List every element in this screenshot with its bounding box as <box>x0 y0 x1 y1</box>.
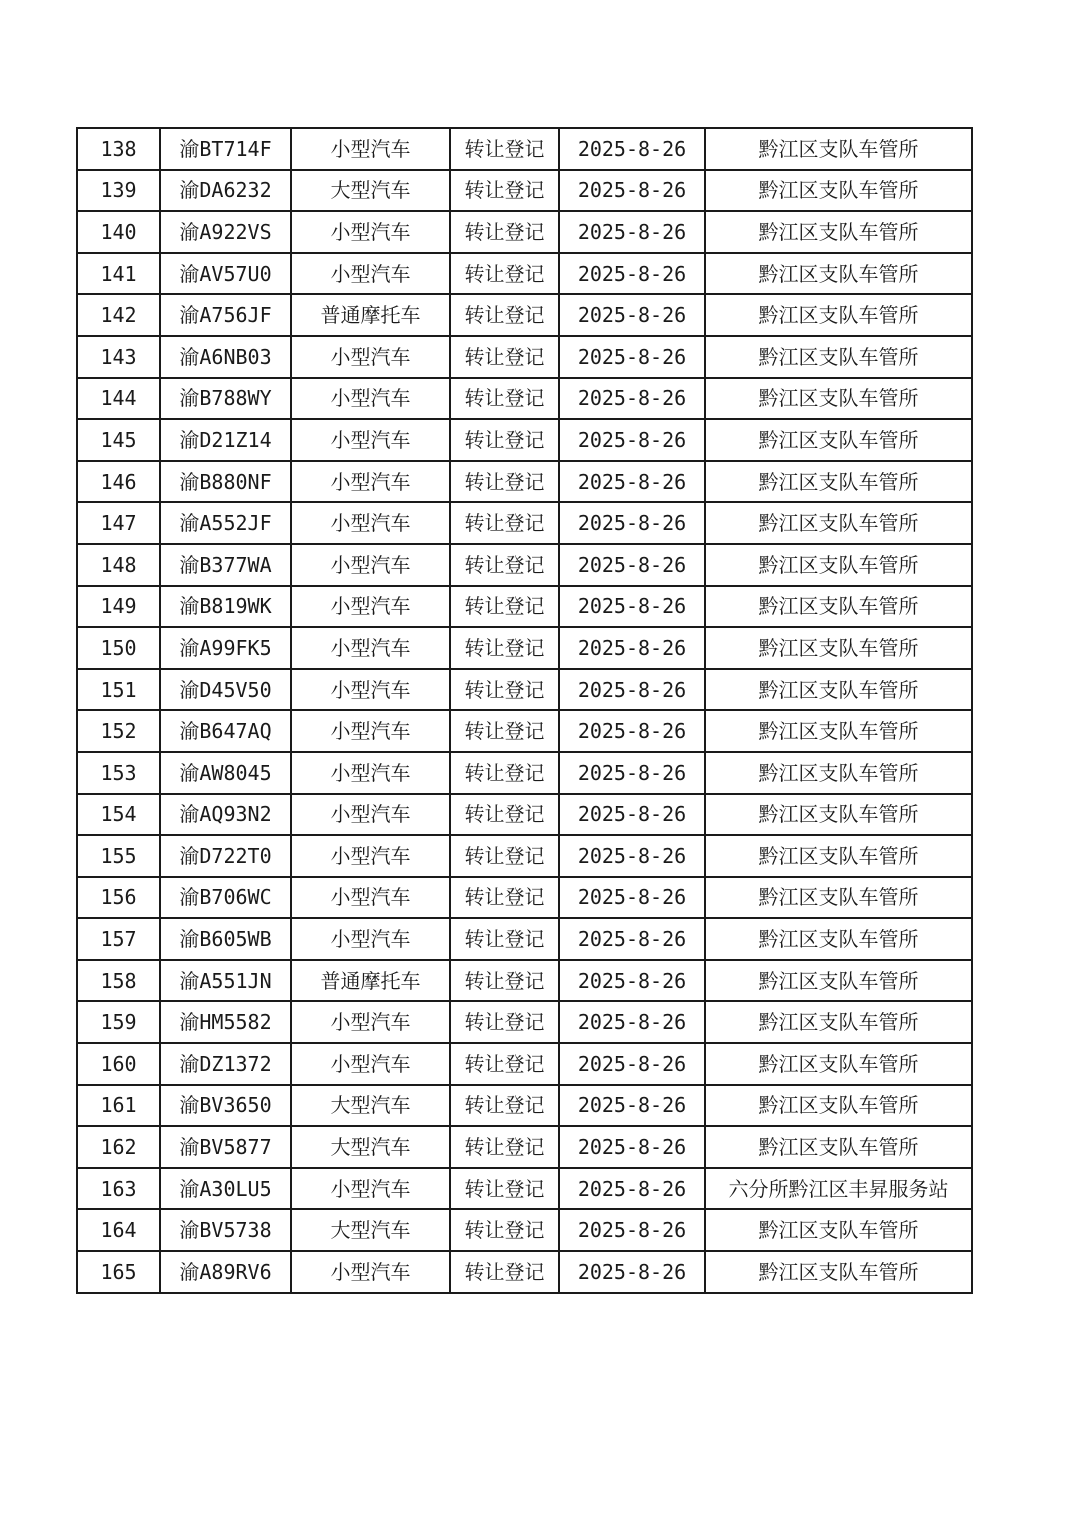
date-cell: 2025-8-26 <box>559 1209 705 1251</box>
date-cell: 2025-8-26 <box>559 128 705 170</box>
business-type-cell: 转让登记 <box>450 1209 559 1251</box>
vehicle-type-cell: 小型汽车 <box>291 877 450 919</box>
seq-cell: 142 <box>77 294 160 336</box>
date-cell: 2025-8-26 <box>559 1126 705 1168</box>
business-type-cell: 转让登记 <box>450 502 559 544</box>
date-cell: 2025-8-26 <box>559 794 705 836</box>
office-cell: 黔江区支队车管所 <box>705 835 972 877</box>
table-row <box>77 752 972 794</box>
plate-cell: 渝DZ1372 <box>160 1043 291 1085</box>
date-cell: 2025-8-26 <box>559 1085 705 1127</box>
seq-cell: 146 <box>77 461 160 503</box>
table-row <box>77 918 972 960</box>
plate-cell: 渝A922VS <box>160 211 291 253</box>
plate-cell: 渝A89RV6 <box>160 1251 291 1293</box>
table-body <box>77 128 972 1293</box>
seq-cell: 152 <box>77 710 160 752</box>
plate-cell: 渝DA6232 <box>160 170 291 212</box>
business-type-cell: 转让登记 <box>450 960 559 1002</box>
table-row <box>77 710 972 752</box>
seq-cell: 143 <box>77 336 160 378</box>
seq-cell: 154 <box>77 794 160 836</box>
vehicle-type-cell: 小型汽车 <box>291 669 450 711</box>
office-cell: 黔江区支队车管所 <box>705 1085 972 1127</box>
office-cell: 黔江区支队车管所 <box>705 1043 972 1085</box>
seq-cell: 162 <box>77 1126 160 1168</box>
vehicle-type-cell: 小型汽车 <box>291 128 450 170</box>
seq-cell: 159 <box>77 1001 160 1043</box>
vehicle-type-cell: 小型汽车 <box>291 835 450 877</box>
seq-cell: 158 <box>77 960 160 1002</box>
plate-cell: 渝B706WC <box>160 877 291 919</box>
vehicle-type-cell: 大型汽车 <box>291 170 450 212</box>
seq-cell: 163 <box>77 1168 160 1210</box>
business-type-cell: 转让登记 <box>450 253 559 295</box>
table-row <box>77 419 972 461</box>
seq-cell: 141 <box>77 253 160 295</box>
office-cell: 黔江区支队车管所 <box>705 794 972 836</box>
seq-cell: 145 <box>77 419 160 461</box>
seq-cell: 139 <box>77 170 160 212</box>
table-row <box>77 544 972 586</box>
date-cell: 2025-8-26 <box>559 378 705 420</box>
vehicle-type-cell: 小型汽车 <box>291 586 450 628</box>
plate-cell: 渝A552JF <box>160 502 291 544</box>
office-cell: 黔江区支队车管所 <box>705 960 972 1002</box>
date-cell: 2025-8-26 <box>559 918 705 960</box>
plate-cell: 渝B377WA <box>160 544 291 586</box>
seq-cell: 153 <box>77 752 160 794</box>
office-cell: 黔江区支队车管所 <box>705 502 972 544</box>
vehicle-type-cell: 小型汽车 <box>291 1001 450 1043</box>
plate-cell: 渝HM5582 <box>160 1001 291 1043</box>
table-row <box>77 627 972 669</box>
vehicle-type-cell: 小型汽车 <box>291 918 450 960</box>
business-type-cell: 转让登记 <box>450 669 559 711</box>
business-type-cell: 转让登记 <box>450 1251 559 1293</box>
vehicle-type-cell: 小型汽车 <box>291 253 450 295</box>
table-row <box>77 586 972 628</box>
seq-cell: 165 <box>77 1251 160 1293</box>
date-cell: 2025-8-26 <box>559 1043 705 1085</box>
table-row <box>77 128 972 170</box>
business-type-cell: 转让登记 <box>450 211 559 253</box>
plate-cell: 渝A756JF <box>160 294 291 336</box>
plate-cell: 渝BV5738 <box>160 1209 291 1251</box>
office-cell: 黔江区支队车管所 <box>705 1251 972 1293</box>
table-row <box>77 1001 972 1043</box>
seq-cell: 144 <box>77 378 160 420</box>
date-cell: 2025-8-26 <box>559 211 705 253</box>
seq-cell: 161 <box>77 1085 160 1127</box>
business-type-cell: 转让登记 <box>450 627 559 669</box>
office-cell: 黔江区支队车管所 <box>705 378 972 420</box>
office-cell: 黔江区支队车管所 <box>705 1126 972 1168</box>
office-cell: 黔江区支队车管所 <box>705 211 972 253</box>
vehicle-type-cell: 小型汽车 <box>291 211 450 253</box>
date-cell: 2025-8-26 <box>559 419 705 461</box>
vehicle-type-cell: 小型汽车 <box>291 1251 450 1293</box>
office-cell: 黔江区支队车管所 <box>705 586 972 628</box>
office-cell: 黔江区支队车管所 <box>705 918 972 960</box>
plate-cell: 渝BV3650 <box>160 1085 291 1127</box>
office-cell: 黔江区支队车管所 <box>705 877 972 919</box>
vehicle-type-cell: 普通摩托车 <box>291 960 450 1002</box>
plate-cell: 渝AV57U0 <box>160 253 291 295</box>
office-cell: 黔江区支队车管所 <box>705 128 972 170</box>
table-row <box>77 253 972 295</box>
table-row <box>77 877 972 919</box>
date-cell: 2025-8-26 <box>559 1168 705 1210</box>
vehicle-type-cell: 小型汽车 <box>291 378 450 420</box>
vehicle-type-cell: 小型汽车 <box>291 461 450 503</box>
table-row <box>77 960 972 1002</box>
business-type-cell: 转让登记 <box>450 752 559 794</box>
business-type-cell: 转让登记 <box>450 294 559 336</box>
plate-cell: 渝A551JN <box>160 960 291 1002</box>
plate-cell: 渝B819WK <box>160 586 291 628</box>
table-row <box>77 378 972 420</box>
date-cell: 2025-8-26 <box>559 1001 705 1043</box>
business-type-cell: 转让登记 <box>450 1043 559 1085</box>
office-cell: 黔江区支队车管所 <box>705 627 972 669</box>
business-type-cell: 转让登记 <box>450 128 559 170</box>
table-row <box>77 211 972 253</box>
vehicle-type-cell: 小型汽车 <box>291 1043 450 1085</box>
office-cell: 黔江区支队车管所 <box>705 710 972 752</box>
office-cell: 六分所黔江区丰昇服务站 <box>705 1168 972 1210</box>
vehicle-type-cell: 小型汽车 <box>291 544 450 586</box>
vehicle-type-cell: 小型汽车 <box>291 752 450 794</box>
office-cell: 黔江区支队车管所 <box>705 253 972 295</box>
table-row <box>77 1209 972 1251</box>
seq-cell: 150 <box>77 627 160 669</box>
plate-cell: 渝D21Z14 <box>160 419 291 461</box>
office-cell: 黔江区支队车管所 <box>705 1209 972 1251</box>
date-cell: 2025-8-26 <box>559 710 705 752</box>
office-cell: 黔江区支队车管所 <box>705 294 972 336</box>
plate-cell: 渝D45V50 <box>160 669 291 711</box>
seq-cell: 160 <box>77 1043 160 1085</box>
table-row <box>77 1251 972 1293</box>
plate-cell: 渝B788WY <box>160 378 291 420</box>
business-type-cell: 转让登记 <box>450 710 559 752</box>
table-row <box>77 294 972 336</box>
date-cell: 2025-8-26 <box>559 835 705 877</box>
plate-cell: 渝AQ93N2 <box>160 794 291 836</box>
vehicle-type-cell: 小型汽车 <box>291 710 450 752</box>
vehicle-type-cell: 小型汽车 <box>291 502 450 544</box>
vehicle-type-cell: 小型汽车 <box>291 794 450 836</box>
vehicle-type-cell: 大型汽车 <box>291 1126 450 1168</box>
table-row <box>77 336 972 378</box>
business-type-cell: 转让登记 <box>450 461 559 503</box>
business-type-cell: 转让登记 <box>450 544 559 586</box>
seq-cell: 164 <box>77 1209 160 1251</box>
vehicle-type-cell: 小型汽车 <box>291 419 450 461</box>
vehicle-type-cell: 小型汽车 <box>291 336 450 378</box>
seq-cell: 151 <box>77 669 160 711</box>
table-row <box>77 669 972 711</box>
table-row <box>77 1043 972 1085</box>
vehicle-type-cell: 小型汽车 <box>291 627 450 669</box>
date-cell: 2025-8-26 <box>559 877 705 919</box>
date-cell: 2025-8-26 <box>559 336 705 378</box>
seq-cell: 138 <box>77 128 160 170</box>
business-type-cell: 转让登记 <box>450 1085 559 1127</box>
plate-cell: 渝B605WB <box>160 918 291 960</box>
plate-cell: 渝A30LU5 <box>160 1168 291 1210</box>
business-type-cell: 转让登记 <box>450 835 559 877</box>
table-row <box>77 461 972 503</box>
table-row <box>77 835 972 877</box>
office-cell: 黔江区支队车管所 <box>705 752 972 794</box>
seq-cell: 149 <box>77 586 160 628</box>
plate-cell: 渝D722T0 <box>160 835 291 877</box>
date-cell: 2025-8-26 <box>559 253 705 295</box>
date-cell: 2025-8-26 <box>559 544 705 586</box>
vehicle-type-cell: 小型汽车 <box>291 1168 450 1210</box>
plate-cell: 渝BV5877 <box>160 1126 291 1168</box>
registration-table <box>76 127 973 1294</box>
business-type-cell: 转让登记 <box>450 586 559 628</box>
seq-cell: 157 <box>77 918 160 960</box>
table-row <box>77 502 972 544</box>
seq-cell: 148 <box>77 544 160 586</box>
business-type-cell: 转让登记 <box>450 877 559 919</box>
seq-cell: 156 <box>77 877 160 919</box>
business-type-cell: 转让登记 <box>450 1126 559 1168</box>
seq-cell: 140 <box>77 211 160 253</box>
date-cell: 2025-8-26 <box>559 502 705 544</box>
office-cell: 黔江区支队车管所 <box>705 544 972 586</box>
date-cell: 2025-8-26 <box>559 461 705 503</box>
office-cell: 黔江区支队车管所 <box>705 669 972 711</box>
plate-cell: 渝BT714F <box>160 128 291 170</box>
seq-cell: 147 <box>77 502 160 544</box>
date-cell: 2025-8-26 <box>559 669 705 711</box>
plate-cell: 渝B647AQ <box>160 710 291 752</box>
date-cell: 2025-8-26 <box>559 294 705 336</box>
business-type-cell: 转让登记 <box>450 336 559 378</box>
business-type-cell: 转让登记 <box>450 1001 559 1043</box>
business-type-cell: 转让登记 <box>450 378 559 420</box>
plate-cell: 渝B880NF <box>160 461 291 503</box>
date-cell: 2025-8-26 <box>559 752 705 794</box>
table-row <box>77 794 972 836</box>
plate-cell: 渝A99FK5 <box>160 627 291 669</box>
vehicle-type-cell: 普通摩托车 <box>291 294 450 336</box>
office-cell: 黔江区支队车管所 <box>705 170 972 212</box>
office-cell: 黔江区支队车管所 <box>705 419 972 461</box>
table-row <box>77 1126 972 1168</box>
vehicle-type-cell: 大型汽车 <box>291 1085 450 1127</box>
business-type-cell: 转让登记 <box>450 794 559 836</box>
business-type-cell: 转让登记 <box>450 419 559 461</box>
table-row <box>77 170 972 212</box>
vehicle-type-cell: 大型汽车 <box>291 1209 450 1251</box>
date-cell: 2025-8-26 <box>559 1251 705 1293</box>
business-type-cell: 转让登记 <box>450 1168 559 1210</box>
business-type-cell: 转让登记 <box>450 918 559 960</box>
office-cell: 黔江区支队车管所 <box>705 336 972 378</box>
plate-cell: 渝A6NB03 <box>160 336 291 378</box>
date-cell: 2025-8-26 <box>559 627 705 669</box>
table-row <box>77 1168 972 1210</box>
date-cell: 2025-8-26 <box>559 960 705 1002</box>
business-type-cell: 转让登记 <box>450 170 559 212</box>
date-cell: 2025-8-26 <box>559 586 705 628</box>
seq-cell: 155 <box>77 835 160 877</box>
office-cell: 黔江区支队车管所 <box>705 461 972 503</box>
date-cell: 2025-8-26 <box>559 170 705 212</box>
office-cell: 黔江区支队车管所 <box>705 1001 972 1043</box>
table-row <box>77 1085 972 1127</box>
plate-cell: 渝AW8045 <box>160 752 291 794</box>
